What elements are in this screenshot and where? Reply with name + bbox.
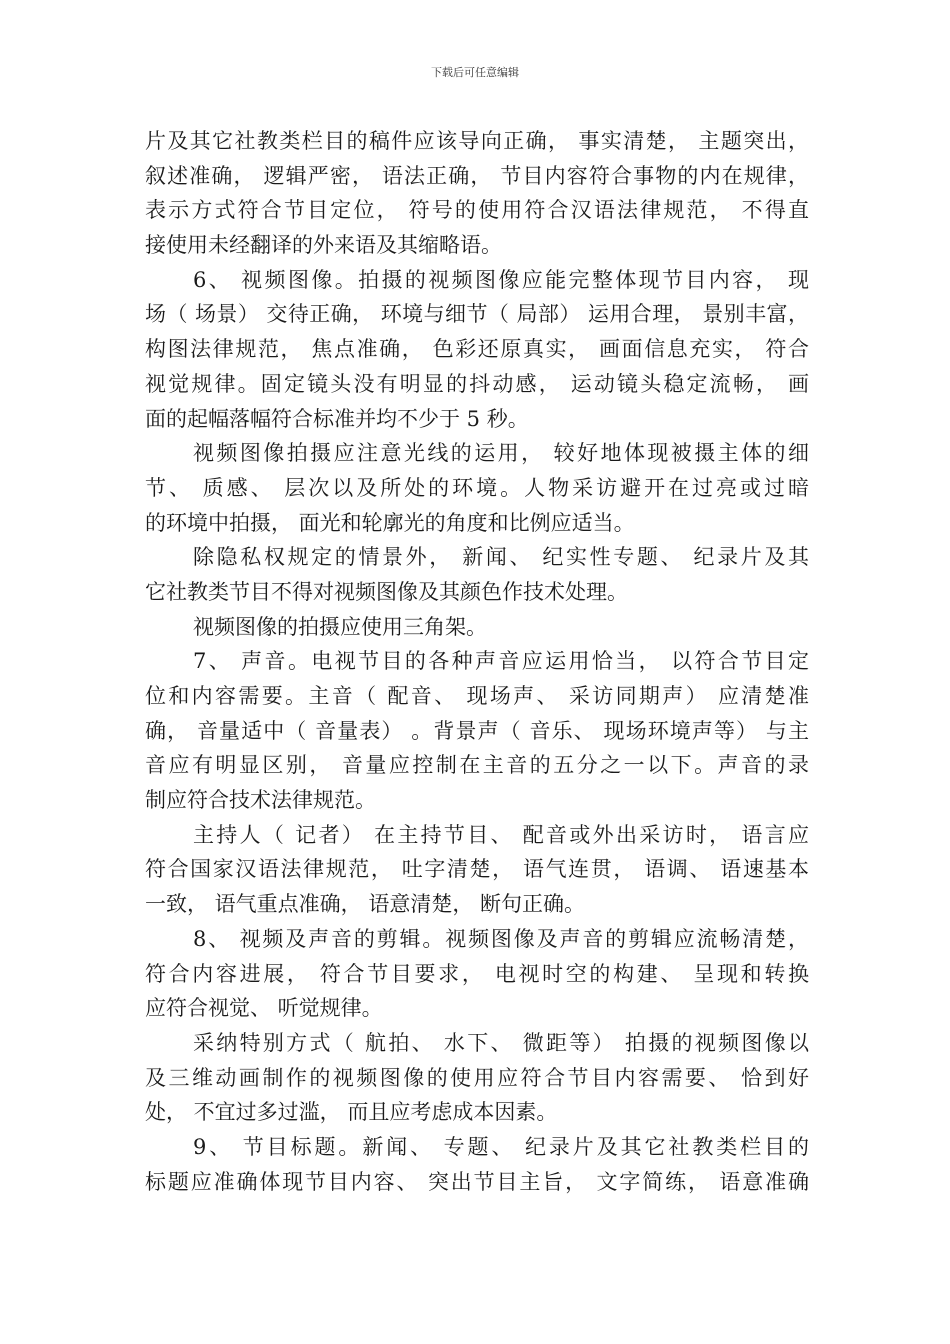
text-line: 确， 音量适中（ 音量表） 。背景声（ 音乐、 现场环境声等） 与主 [145, 718, 809, 743]
text-line: 它社教类节目不得对视频图像及其颜色作技术处理。 [145, 579, 628, 604]
text-line: 应符合视觉、 听觉规律。 [145, 996, 383, 1021]
text-line: 视频图像的拍摄应使用三角架。 [193, 614, 487, 639]
text-line: 音应有明显区别， 音量应控制在主音的五分之一以下。声音的录 [145, 753, 809, 778]
text-line: 标题应准确体现节目内容、 突出节目主旨， 文字简练， 语意准确 [145, 1169, 809, 1194]
text-line: 符合内容进展， 符合节目要求， 电视时空的构建、 呈现和转换 [145, 961, 809, 986]
text-line: 7、 声音。电视节目的各种声音应运用恰当， 以符合节目定 [193, 649, 809, 674]
text-line: 一致， 语气重点准确， 语意清楚， 断句正确。 [145, 892, 586, 917]
text-line: 表示方式符合节目定位， 符号的使用符合汉语法律规范， 不得直 [145, 198, 809, 223]
text-line: 的环境中拍摄， 面光和轮廓光的角度和比例应适当。 [145, 510, 635, 535]
text-line: 面的起幅落幅符合标准并均不少于 5 秒。 [145, 406, 529, 431]
text-line: 采纳特别方式（ 航拍、 水下、 微距等） 拍摄的视频图像以 [193, 1030, 809, 1055]
text-line: 主持人（ 记者） 在主持节目、 配音或外出采访时， 语言应 [193, 822, 809, 847]
text-line: 符合国家汉语法律规范， 吐字清楚， 语气连贯， 语调、 语速基本 [145, 857, 809, 882]
text-line: 视频图像拍摄应注意光线的运用， 较好地体现被摄主体的细 [193, 441, 809, 466]
text-line: 除隐私权规定的情景外， 新闻、 纪实性专题、 纪录片及其 [193, 545, 809, 570]
text-line: 制应符合技术法律规范。 [145, 788, 376, 813]
text-line: 节、 质感、 层次以及所处的环境。人物采访避开在过亮或过暗 [145, 475, 809, 500]
text-line: 处， 不宜过多过滥， 而且应考虑成本因素。 [145, 1100, 558, 1125]
text-line: 9、 节目标题。新闻、 专题、 纪录片及其它社教类栏目的 [193, 1134, 809, 1159]
text-line: 视觉规律。固定镜头没有明显的抖动感， 运动镜头稳定流畅， 画 [145, 371, 809, 396]
text-line: 6、 视频图像。拍摄的视频图像应能完整体现节目内容， 现 [193, 267, 809, 292]
text-line: 8、 视频及声音的剪辑。视频图像及声音的剪辑应流畅清楚， [193, 926, 809, 951]
text-line: 片及其它社教类栏目的稿件应该导向正确， 事实清楚， 主题突出， [145, 129, 809, 153]
text-line: 构图法律规范， 焦点准确， 色彩还原真实， 画面信息充实， 符合 [145, 337, 809, 362]
document-body [145, 124, 809, 1199]
text-line: 接使用未经翻译的外来语及其缩略语。 [145, 233, 502, 258]
text-line: 场（ 场景） 交待正确， 环境与细节（ 局部） 运用合理， 景别丰富， [145, 302, 809, 327]
page-header: 下载后可任意编辑 [431, 66, 519, 79]
text-line: 位和内容需要。主音（ 配音、 现场声、 采访同期声） 应清楚准 [145, 684, 809, 708]
text-line: 叙述准确， 逻辑严密， 语法正确， 节目内容符合事物的内在规律， [145, 163, 809, 188]
text-line: 及三维动画制作的视频图像的使用应符合节目内容需要、 恰到好 [145, 1065, 809, 1090]
